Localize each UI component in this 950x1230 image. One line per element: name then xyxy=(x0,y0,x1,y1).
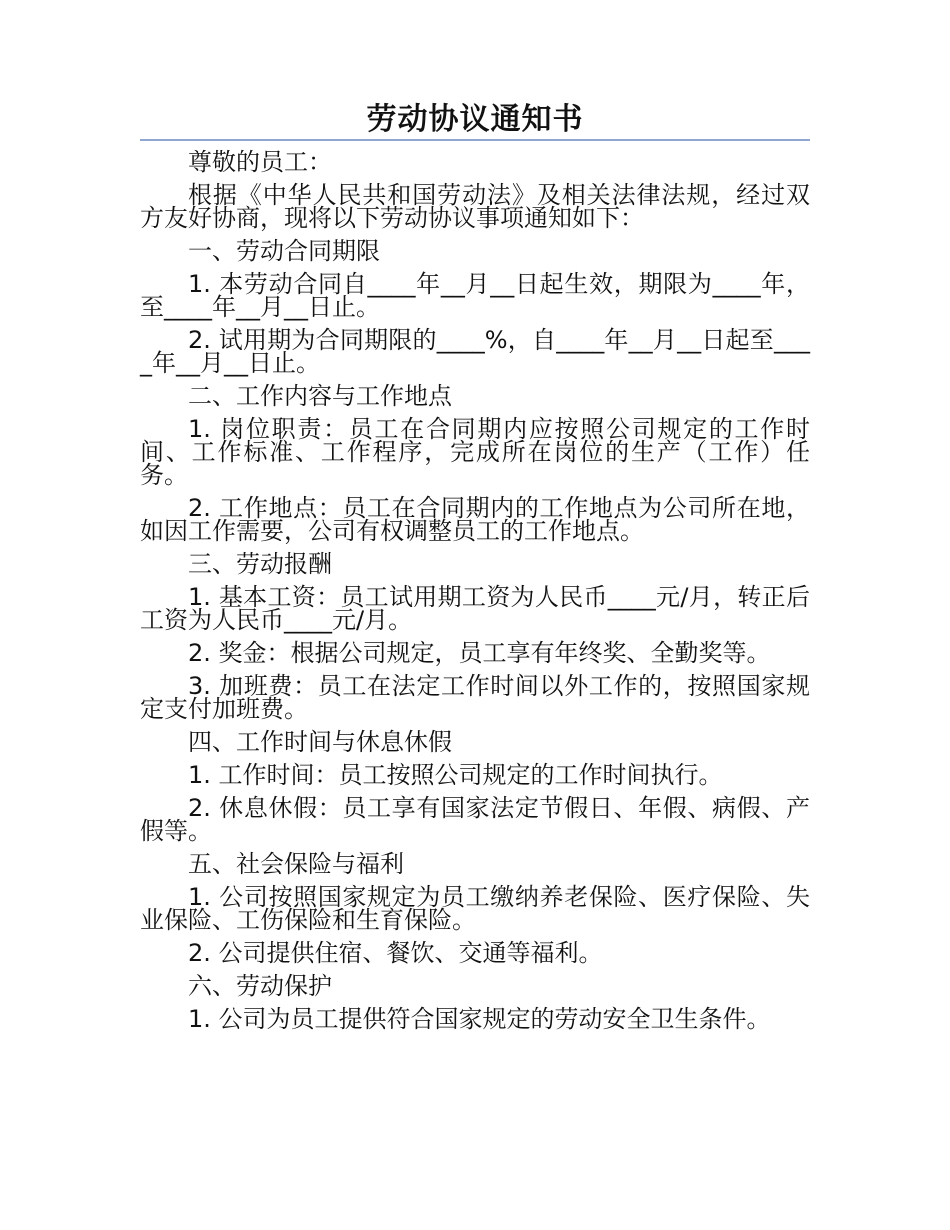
title-underline xyxy=(140,139,810,141)
document-title: 劳动协议通知书 xyxy=(366,102,584,137)
section-heading: 一、劳动合同期限 xyxy=(188,237,380,265)
clause: 2. 休息休假：员工享有国家法定节假日、年假、病假、产假等。 xyxy=(140,794,810,845)
clause: 1. 岗位职责：员工在合同期内应按照公司规定的工作时间、工作标准、工作程序，完成所在岗位的生产（工作）任务。 xyxy=(140,415,810,489)
clause: 2. 奖金：根据公司规定，员工享有年终奖、全勤奖等。 xyxy=(188,639,771,667)
section-heading: 四、工作时间与休息休假 xyxy=(188,728,452,756)
clause: 1. 本劳动合同自____年__月__日起生效，期限为____年，至____年__月__日止。 xyxy=(140,270,810,321)
section-heading: 六、劳动保护 xyxy=(188,972,332,1000)
salutation: 尊敬的员工： xyxy=(188,148,332,176)
section-heading: 三、劳动报酬 xyxy=(188,550,332,578)
clause: 1. 基本工资：员工试用期工资为人民币____元/月，转正后工资为人民币____元/月。 xyxy=(140,583,810,634)
clause: 1. 公司为员工提供符合国家规定的劳动安全卫生条件。 xyxy=(188,1005,771,1033)
document-body xyxy=(140,148,810,1033)
intro-paragraph: 根据《中华人民共和国劳动法》及相关法律法规，经过双方友好协商，现将以下劳动协议事项通知如下： xyxy=(140,181,810,232)
clause: 3. 加班费：员工在法定工作时间以外工作的，按照国家规定支付加班费。 xyxy=(140,672,810,723)
clause: 1. 公司按照国家规定为员工缴纳养老保险、医疗保险、失业保险、工伤保险和生育保险。 xyxy=(140,883,810,934)
clause: 1. 工作时间：员工按照公司规定的工作时间执行。 xyxy=(188,761,723,789)
section-heading: 二、工作内容与工作地点 xyxy=(188,382,452,410)
clause: 2. 工作地点：员工在合同期内的工作地点为公司所在地，如因工作需要，公司有权调整员工的工作地点。 xyxy=(140,494,810,545)
clause: 2. 试用期为合同期限的____%，自____年__月__日起至____年__月__日止。 xyxy=(140,326,810,377)
clause: 2. 公司提供住宿、餐饮、交通等福利。 xyxy=(188,939,603,967)
section-heading: 五、社会保险与福利 xyxy=(188,850,404,878)
